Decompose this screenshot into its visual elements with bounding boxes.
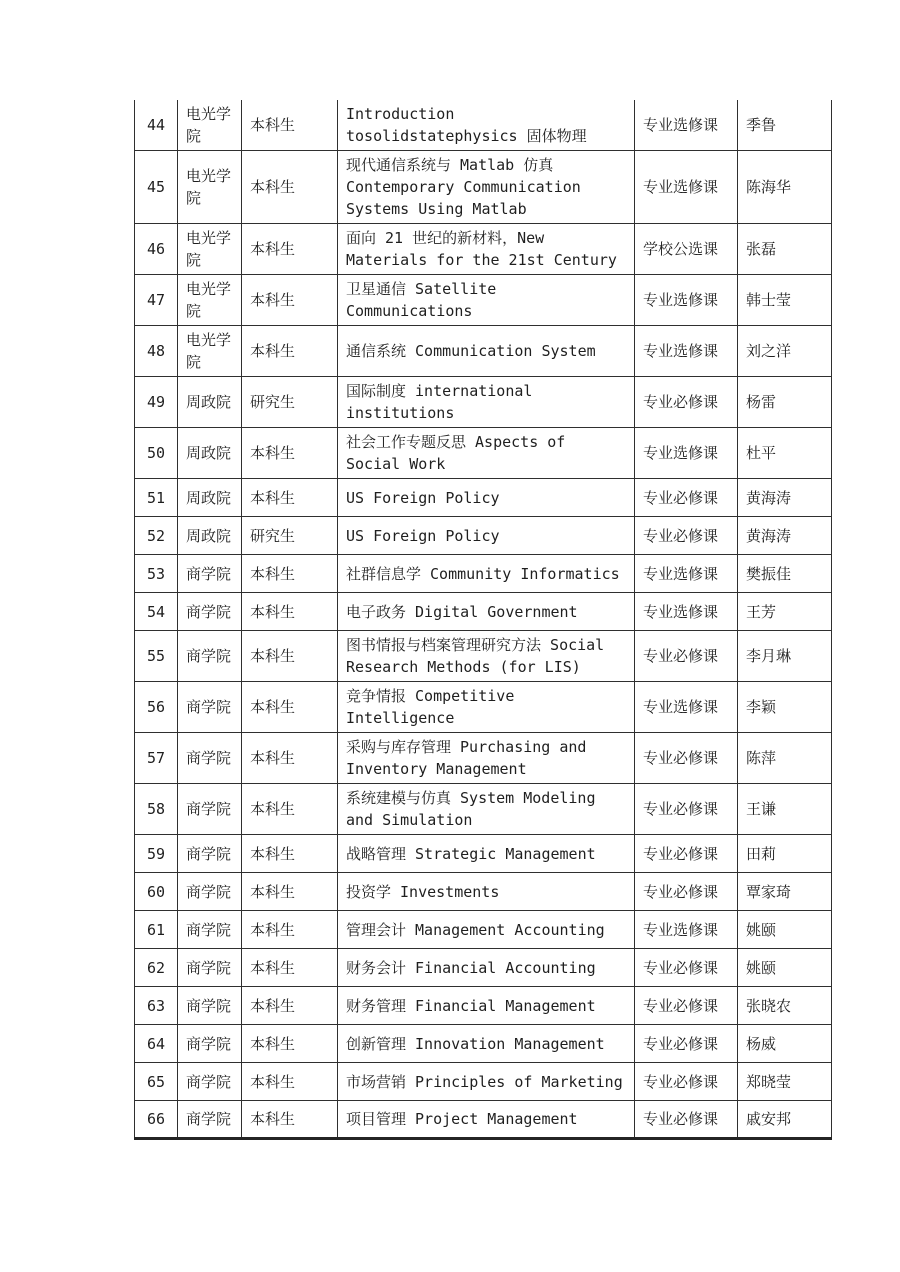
cell-row-number: 54 <box>135 593 178 631</box>
cell-student-type: 本科生 <box>242 835 338 873</box>
cell-row-number: 65 <box>135 1063 178 1101</box>
cell-course-name: US Foreign Policy <box>338 517 635 555</box>
cell-course-category: 专业必修课 <box>635 479 738 517</box>
table-row <box>135 911 832 949</box>
cell-student-type: 本科生 <box>242 733 338 784</box>
cell-student-type: 本科生 <box>242 428 338 479</box>
cell-course-name: 通信系统 Communication System <box>338 326 635 377</box>
cell-course-name: 电子政务 Digital Government <box>338 593 635 631</box>
cell-college: 商学院 <box>178 682 242 733</box>
cell-teacher-name: 杨威 <box>738 1025 832 1063</box>
table-row <box>135 224 832 275</box>
cell-teacher-name: 王芳 <box>738 593 832 631</box>
cell-course-name: 竞争情报 Competitive Intelligence <box>338 682 635 733</box>
cell-course-name: 现代通信系统与 Matlab 仿真 Contemporary Communication Systems Using Matlab <box>338 151 635 224</box>
course-table-container <box>134 100 831 1140</box>
cell-college: 周政院 <box>178 377 242 428</box>
table-row <box>135 784 832 835</box>
cell-row-number: 48 <box>135 326 178 377</box>
cell-college: 商学院 <box>178 873 242 911</box>
cell-course-category: 专业选修课 <box>635 555 738 593</box>
table-row <box>135 428 832 479</box>
table-row <box>135 555 832 593</box>
table-row <box>135 835 832 873</box>
cell-college: 商学院 <box>178 593 242 631</box>
cell-teacher-name: 刘之洋 <box>738 326 832 377</box>
cell-student-type: 本科生 <box>242 593 338 631</box>
cell-college: 商学院 <box>178 835 242 873</box>
cell-teacher-name: 戚安邦 <box>738 1101 832 1139</box>
cell-teacher-name: 张晓农 <box>738 987 832 1025</box>
table-row <box>135 326 832 377</box>
cell-course-category: 专业必修课 <box>635 1063 738 1101</box>
cell-student-type: 研究生 <box>242 377 338 428</box>
cell-row-number: 55 <box>135 631 178 682</box>
cell-course-name: 管理会计 Management Accounting <box>338 911 635 949</box>
cell-student-type: 本科生 <box>242 911 338 949</box>
cell-course-name: 卫星通信 Satellite Communications <box>338 275 635 326</box>
cell-teacher-name: 田莉 <box>738 835 832 873</box>
cell-college: 周政院 <box>178 517 242 555</box>
table-row <box>135 1063 832 1101</box>
table-row <box>135 517 832 555</box>
cell-course-name: US Foreign Policy <box>338 479 635 517</box>
cell-student-type: 本科生 <box>242 631 338 682</box>
cell-course-category: 专业必修课 <box>635 873 738 911</box>
cell-row-number: 50 <box>135 428 178 479</box>
table-row <box>135 151 832 224</box>
cell-course-name: 创新管理 Innovation Management <box>338 1025 635 1063</box>
cell-student-type: 本科生 <box>242 151 338 224</box>
cell-course-category: 专业选修课 <box>635 911 738 949</box>
table-row <box>135 987 832 1025</box>
cell-student-type: 本科生 <box>242 1063 338 1101</box>
cell-teacher-name: 张磊 <box>738 224 832 275</box>
cell-student-type: 本科生 <box>242 873 338 911</box>
cell-course-name: 社会工作专题反思 Aspects of Social Work <box>338 428 635 479</box>
cell-row-number: 44 <box>135 100 178 151</box>
cell-row-number: 57 <box>135 733 178 784</box>
cell-college: 商学院 <box>178 911 242 949</box>
cell-row-number: 60 <box>135 873 178 911</box>
cell-student-type: 本科生 <box>242 987 338 1025</box>
course-list-table <box>134 100 832 1140</box>
cell-course-category: 专业选修课 <box>635 326 738 377</box>
cell-teacher-name: 黄海涛 <box>738 479 832 517</box>
table-row <box>135 682 832 733</box>
cell-college: 商学院 <box>178 1101 242 1139</box>
cell-teacher-name: 杨雷 <box>738 377 832 428</box>
cell-course-category: 专业必修课 <box>635 1101 738 1139</box>
cell-course-category: 专业必修课 <box>635 949 738 987</box>
cell-course-name: 战略管理 Strategic Management <box>338 835 635 873</box>
cell-course-name: 图书情报与档案管理研究方法 Social Research Methods (for LIS) <box>338 631 635 682</box>
cell-college: 商学院 <box>178 784 242 835</box>
cell-course-category: 专业必修课 <box>635 784 738 835</box>
cell-college: 商学院 <box>178 733 242 784</box>
cell-course-category: 专业选修课 <box>635 682 738 733</box>
cell-student-type: 本科生 <box>242 479 338 517</box>
course-table-body <box>135 100 832 1139</box>
cell-course-category: 专业选修课 <box>635 593 738 631</box>
cell-college: 商学院 <box>178 631 242 682</box>
cell-row-number: 61 <box>135 911 178 949</box>
table-row <box>135 593 832 631</box>
cell-teacher-name: 陈萍 <box>738 733 832 784</box>
cell-student-type: 本科生 <box>242 100 338 151</box>
cell-row-number: 64 <box>135 1025 178 1063</box>
cell-teacher-name: 李月琳 <box>738 631 832 682</box>
cell-teacher-name: 王谦 <box>738 784 832 835</box>
table-row <box>135 1025 832 1063</box>
cell-row-number: 52 <box>135 517 178 555</box>
cell-course-name: Introduction tosolidstatephysics 固体物理 <box>338 100 635 151</box>
table-row <box>135 479 832 517</box>
cell-college: 电光学院 <box>178 151 242 224</box>
cell-teacher-name: 郑晓莹 <box>738 1063 832 1101</box>
cell-course-name: 市场营销 Principles of Marketing <box>338 1063 635 1101</box>
cell-row-number: 45 <box>135 151 178 224</box>
cell-college: 商学院 <box>178 1025 242 1063</box>
cell-college: 商学院 <box>178 987 242 1025</box>
cell-course-category: 专业必修课 <box>635 733 738 784</box>
cell-course-name: 项目管理 Project Management <box>338 1101 635 1139</box>
table-row <box>135 1101 832 1139</box>
cell-college: 电光学院 <box>178 326 242 377</box>
cell-row-number: 62 <box>135 949 178 987</box>
cell-course-category: 专业选修课 <box>635 100 738 151</box>
cell-course-category: 专业选修课 <box>635 428 738 479</box>
cell-teacher-name: 樊振佳 <box>738 555 832 593</box>
cell-course-name: 财务管理 Financial Management <box>338 987 635 1025</box>
cell-college: 电光学院 <box>178 224 242 275</box>
cell-course-name: 投资学 Investments <box>338 873 635 911</box>
cell-course-name: 采购与库存管理 Purchasing and Inventory Management <box>338 733 635 784</box>
cell-course-name: 系统建模与仿真 System Modeling and Simulation <box>338 784 635 835</box>
cell-student-type: 本科生 <box>242 224 338 275</box>
cell-student-type: 本科生 <box>242 1101 338 1139</box>
cell-row-number: 63 <box>135 987 178 1025</box>
cell-row-number: 46 <box>135 224 178 275</box>
table-row <box>135 949 832 987</box>
cell-teacher-name: 姚颐 <box>738 911 832 949</box>
cell-course-category: 专业必修课 <box>635 377 738 428</box>
cell-row-number: 53 <box>135 555 178 593</box>
cell-course-category: 专业必修课 <box>635 835 738 873</box>
cell-student-type: 本科生 <box>242 682 338 733</box>
cell-college: 商学院 <box>178 555 242 593</box>
cell-course-name: 国际制度 international institutions <box>338 377 635 428</box>
cell-row-number: 49 <box>135 377 178 428</box>
cell-course-category: 专业必修课 <box>635 987 738 1025</box>
cell-course-category: 专业必修课 <box>635 631 738 682</box>
cell-college: 商学院 <box>178 949 242 987</box>
table-row <box>135 275 832 326</box>
cell-row-number: 56 <box>135 682 178 733</box>
cell-college: 商学院 <box>178 1063 242 1101</box>
cell-course-category: 专业必修课 <box>635 1025 738 1063</box>
cell-college: 周政院 <box>178 428 242 479</box>
cell-student-type: 本科生 <box>242 949 338 987</box>
cell-row-number: 66 <box>135 1101 178 1139</box>
cell-row-number: 47 <box>135 275 178 326</box>
cell-teacher-name: 韩士莹 <box>738 275 832 326</box>
cell-course-name: 社群信息学 Community Informatics <box>338 555 635 593</box>
cell-teacher-name: 李颖 <box>738 682 832 733</box>
cell-row-number: 59 <box>135 835 178 873</box>
cell-course-category: 专业选修课 <box>635 275 738 326</box>
cell-teacher-name: 黄海涛 <box>738 517 832 555</box>
cell-teacher-name: 姚颐 <box>738 949 832 987</box>
cell-course-category: 专业选修课 <box>635 151 738 224</box>
table-row <box>135 377 832 428</box>
table-row <box>135 873 832 911</box>
cell-student-type: 研究生 <box>242 517 338 555</box>
cell-student-type: 本科生 <box>242 1025 338 1063</box>
cell-teacher-name: 陈海华 <box>738 151 832 224</box>
cell-course-category: 专业必修课 <box>635 517 738 555</box>
cell-student-type: 本科生 <box>242 784 338 835</box>
cell-row-number: 51 <box>135 479 178 517</box>
cell-student-type: 本科生 <box>242 555 338 593</box>
cell-college: 电光学院 <box>178 275 242 326</box>
table-row <box>135 733 832 784</box>
cell-student-type: 本科生 <box>242 275 338 326</box>
cell-course-category: 学校公选课 <box>635 224 738 275</box>
cell-teacher-name: 杜平 <box>738 428 832 479</box>
cell-college: 周政院 <box>178 479 242 517</box>
table-row <box>135 100 832 151</box>
cell-teacher-name: 覃家琦 <box>738 873 832 911</box>
cell-course-name: 面向 21 世纪的新材料，New Materials for the 21st Century <box>338 224 635 275</box>
cell-college: 电光学院 <box>178 100 242 151</box>
cell-course-name: 财务会计 Financial Accounting <box>338 949 635 987</box>
cell-teacher-name: 季鲁 <box>738 100 832 151</box>
cell-student-type: 本科生 <box>242 326 338 377</box>
table-row <box>135 631 832 682</box>
cell-row-number: 58 <box>135 784 178 835</box>
